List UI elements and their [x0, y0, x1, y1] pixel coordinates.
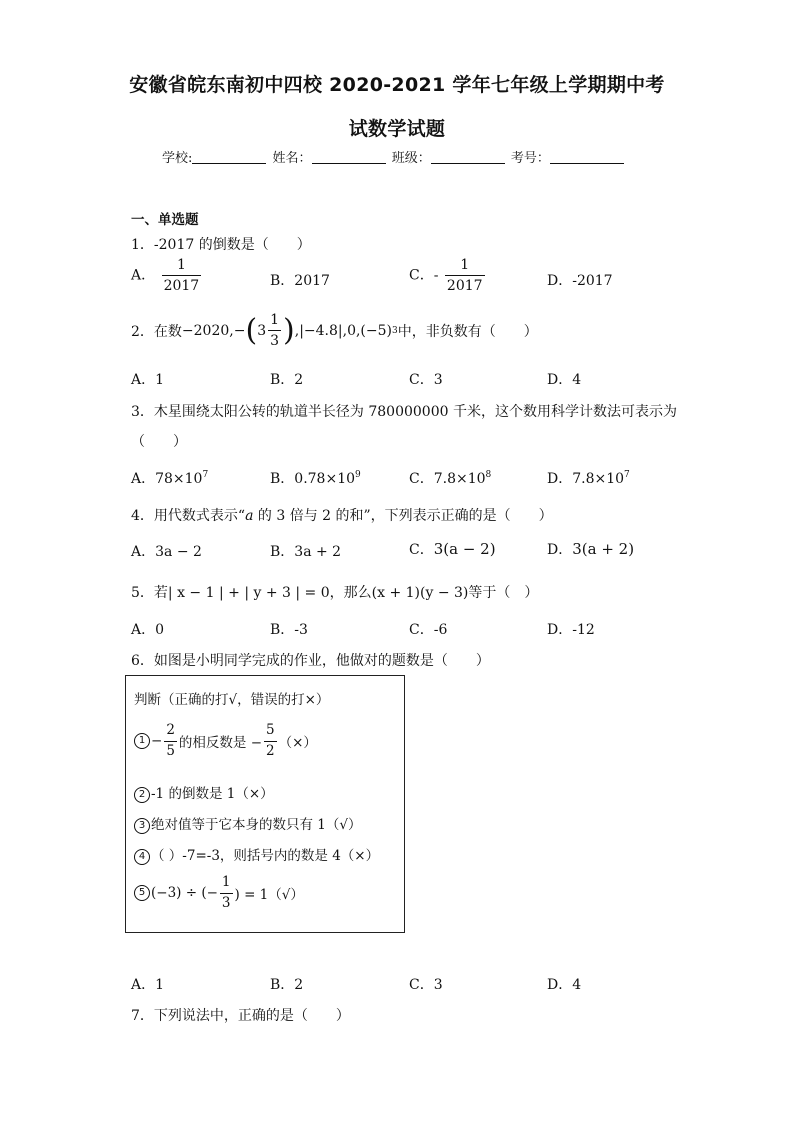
q6-option-b[interactable]: B．2 [270, 977, 304, 993]
exponent: 8 [485, 470, 492, 480]
circled-number: 4 [134, 849, 150, 865]
q4-stem-a: 4．用代数式表示“ [131, 508, 246, 524]
name-label: 姓名： [272, 151, 312, 166]
school-blank[interactable] [192, 149, 266, 164]
option-expr: 3a − 2 [155, 544, 202, 560]
option-label: A． [131, 544, 156, 560]
q2-prefix: 2．在数 [131, 323, 182, 340]
q4-stem [131, 505, 553, 525]
homework-item-4 [134, 844, 379, 865]
q2-option-a[interactable]: A．1 [131, 372, 165, 388]
homework-box [125, 675, 405, 933]
q4-option-a[interactable] [131, 541, 202, 561]
q3-stem-line1: 3．木星围绕太阳公转的轨道半长径为 780000000 千米，这个数用科学计数法可表示为 [131, 404, 677, 420]
school-label: 学校: [162, 151, 193, 166]
q3-option-c[interactable] [409, 468, 491, 488]
q5-option-b[interactable]: B．-3 [270, 622, 308, 638]
minus-sign: - [433, 267, 439, 284]
student-info-row [162, 147, 626, 166]
homework-item-2 [134, 782, 274, 803]
option-text: A．78×10 [131, 471, 203, 487]
q2-option-c[interactable]: C．3 [409, 372, 443, 388]
q2-math-b: ,|−4.8|,0,(−5) [294, 322, 392, 339]
homework-item-1 [134, 724, 317, 758]
item-text: 绝对值等于它本身的数只有 1（√） [151, 817, 362, 833]
q3-stem-line2: （ ） [131, 434, 187, 450]
exam-number-blank[interactable] [550, 149, 624, 164]
q2-suffix: 中，非负数有（ ） [397, 323, 538, 340]
homework-item-5 [134, 876, 304, 910]
page-title-line2: 试数学试题 [348, 118, 446, 140]
numerator: 5 [266, 722, 275, 738]
q5-condition: | x − 1 | + | y + 3 | = 0 [167, 585, 330, 601]
page-title-line1: 安徽省皖东南初中四校 2020-2021 学年七年级上学期期中考 [129, 74, 665, 96]
q5-stem-c: 等于（ ） [468, 585, 539, 601]
q3-option-b[interactable] [270, 468, 361, 488]
q6-option-c[interactable]: C．3 [409, 977, 443, 993]
q5-stem-b: ，那么 [329, 585, 372, 601]
item-text: (−3) ÷ (− [151, 885, 218, 901]
q1-option-b[interactable]: B．2017 [270, 273, 330, 289]
exponent: 3 [392, 325, 398, 336]
class-blank[interactable] [431, 149, 505, 164]
exponent: 9 [355, 470, 361, 480]
option-text: D．7.8×10 [547, 471, 625, 487]
left-paren: ( [245, 312, 258, 348]
q5-stem-a: 5．若 [131, 585, 168, 601]
q4-option-d[interactable] [547, 539, 634, 559]
item-mark: （×） [278, 735, 317, 751]
q2-option-d[interactable]: D．4 [547, 372, 582, 388]
option-label: B． [270, 544, 295, 560]
q4-variable: a [245, 508, 254, 524]
q4-option-b[interactable] [270, 541, 341, 561]
option-text: C．7.8×10 [409, 471, 486, 487]
mixed-whole: 3 [257, 322, 267, 339]
q6-stem: 6．如图是小明同学完成的作业，他做对的题数是（ ） [131, 653, 490, 669]
numerator: 1 [221, 874, 231, 890]
circled-number: 3 [134, 818, 150, 834]
q5-option-c[interactable]: C．-6 [409, 622, 448, 638]
option-label: D． [547, 542, 573, 558]
q5-stem [131, 582, 538, 602]
option-label: C． [409, 542, 434, 558]
section-title: 一、单选题 [131, 212, 199, 228]
homework-item-3 [134, 813, 361, 834]
item-text: -1 的倒数是 1（×） [151, 786, 274, 802]
q5-option-d[interactable]: D．-12 [547, 622, 595, 638]
q2-math-a: −2020,− [181, 322, 246, 339]
circled-number: 1 [134, 733, 150, 749]
right-paren: ) [283, 312, 295, 348]
exam-number-label: 考号： [510, 151, 550, 166]
option-label: C． [409, 267, 434, 284]
denominator: 3 [268, 330, 281, 348]
option-label: A． [131, 267, 156, 284]
q7-stem: 7．下列说法中，正确的是（ ） [131, 1008, 350, 1024]
denominator: 2017 [445, 275, 485, 293]
q5-option-a[interactable]: A．0 [131, 622, 165, 638]
q1-option-a[interactable] [131, 258, 203, 293]
option-expr: 3(a − 2) [433, 540, 496, 558]
q3-option-a[interactable] [131, 468, 208, 488]
fraction [268, 313, 281, 348]
numerator: 1 [460, 257, 470, 273]
fraction [164, 724, 177, 758]
fraction [264, 724, 277, 758]
q5-expression: (x + 1)(y − 3) [371, 585, 469, 601]
fraction [220, 876, 233, 910]
q1-option-d[interactable]: D．-2017 [547, 273, 613, 289]
q6-option-d[interactable]: D．4 [547, 977, 582, 993]
q2-option-b[interactable]: B．2 [270, 372, 304, 388]
homework-heading: 判断（正确的打√，错误的打×） [134, 692, 330, 708]
q1-stem: 1．-2017 的倒数是（ ） [131, 237, 311, 253]
denominator: 2 [266, 742, 275, 759]
option-text: B．0.78×10 [270, 471, 356, 487]
option-expr: 3(a + 2) [572, 540, 635, 558]
q4-option-c[interactable] [409, 539, 496, 559]
q2-stem [131, 313, 538, 348]
denominator: 3 [221, 894, 231, 911]
denominator: 2017 [162, 275, 202, 293]
option-expr: 3a + 2 [294, 544, 342, 560]
denominator: 5 [166, 742, 175, 759]
fraction [445, 258, 485, 293]
item-text: 的相反数是 − [178, 735, 263, 751]
class-label: 班级： [391, 151, 431, 166]
fraction [162, 258, 202, 293]
numerator: 2 [166, 722, 175, 738]
q4-stem-b: 的 3 倍与 2 的和”，下列表示正确的是（ ） [253, 508, 553, 524]
item-text: ) = 1（√） [234, 887, 304, 903]
q6-option-a[interactable]: A．1 [131, 977, 165, 993]
exponent: 7 [202, 470, 209, 480]
exponent: 7 [624, 470, 630, 480]
q3-option-d[interactable] [547, 468, 630, 488]
q1-option-c[interactable] [409, 258, 487, 293]
minus-sign: − [151, 733, 163, 749]
circled-number: 5 [134, 885, 150, 901]
name-blank[interactable] [312, 149, 386, 164]
item-text: （ ）-7=-3，则括号内的数是 4（×） [151, 848, 380, 864]
numerator: 1 [176, 257, 186, 273]
circled-number: 2 [134, 787, 150, 803]
numerator: 1 [270, 312, 280, 328]
